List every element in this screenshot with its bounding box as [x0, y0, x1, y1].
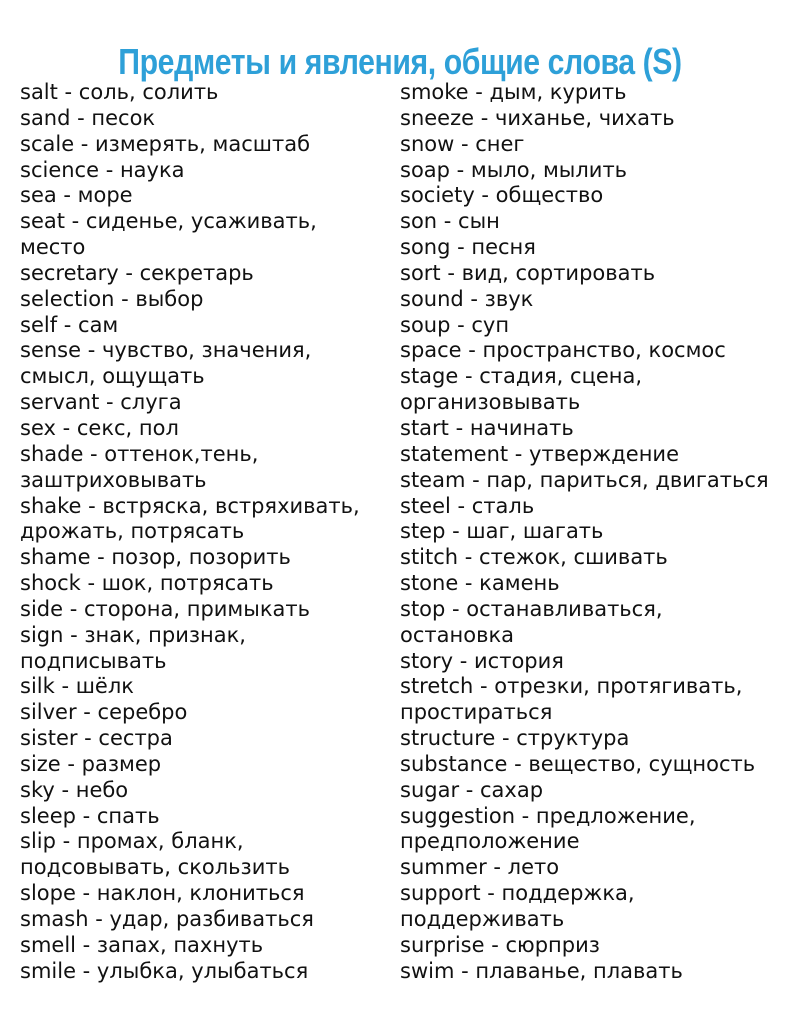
- left-word-column: [20, 80, 390, 985]
- vocabulary-line: son - сын: [400, 209, 500, 234]
- vocabulary-line: sand - песок: [20, 105, 156, 130]
- vocabulary-line: дрожать, потрясать: [20, 519, 245, 544]
- vocabulary-line: soup - суп: [400, 312, 510, 337]
- vocabulary-line: self - сам: [20, 312, 119, 337]
- vocabulary-line: soap - мыло, мылить: [400, 157, 628, 182]
- vocabulary-line: smoke - дым, курить: [400, 80, 627, 104]
- vocabulary-line: structure - структура: [400, 726, 630, 751]
- vocabulary-line: silk - шёлк: [20, 674, 134, 699]
- vocabulary-line: servant - слуга: [20, 390, 182, 415]
- vocabulary-line: смысл, ощущать: [20, 364, 205, 389]
- vocabulary-line: summer - лето: [400, 855, 560, 880]
- vocabulary-line: smell - запах, пахнуть: [20, 932, 264, 957]
- vocabulary-line: seat - сиденье, усаживать,: [20, 209, 317, 234]
- vocabulary-line: substance - вещество, сущность: [400, 751, 756, 776]
- vocabulary-line: stop - останавливаться,: [400, 596, 663, 621]
- vocabulary-line: suggestion - предложение,: [400, 803, 696, 828]
- vocabulary-line: silver - серебро: [20, 700, 188, 725]
- vocabulary-line: surprise - сюрприз: [400, 932, 600, 957]
- vocabulary-line: shake - встряска, встряхивать,: [20, 493, 360, 518]
- vocabulary-line: steam - пар, париться, двигаться: [400, 467, 769, 492]
- vocabulary-line: sex - секс, пол: [20, 415, 179, 440]
- vocabulary-line: stretch - отрезки, протягивать,: [400, 674, 743, 699]
- vocabulary-line: steel - сталь: [400, 493, 535, 518]
- vocabulary-line: sister - сестра: [20, 726, 173, 751]
- vocabulary-line: подсовывать, скользить: [20, 855, 290, 880]
- vocabulary-line: подписывать: [20, 648, 167, 673]
- vocabulary-line: shade - оттенок,тень,: [20, 441, 259, 466]
- vocabulary-line: swim - плаванье, плавать: [400, 958, 683, 983]
- vocabulary-line: остановка: [400, 622, 515, 647]
- vocabulary-line: поддерживать: [400, 907, 565, 931]
- vocabulary-line: story - история: [400, 648, 564, 673]
- right-word-column: [400, 80, 795, 985]
- vocabulary-line: sleep - спать: [20, 803, 160, 828]
- vocabulary-line: selection - выбор: [20, 286, 204, 311]
- vocabulary-line: sign - знак, признак,: [20, 622, 246, 647]
- vocabulary-line: организовывать: [400, 390, 581, 415]
- vocabulary-line: sugar - сахар: [400, 777, 544, 802]
- vocabulary-line: scale - измерять, масштаб: [20, 131, 311, 156]
- vocabulary-line: shame - позор, позорить: [20, 545, 291, 570]
- vocabulary-line: start - начинать: [400, 415, 574, 440]
- vocabulary-line: простираться: [400, 700, 553, 725]
- vocabulary-line: song - песня: [400, 235, 536, 260]
- vocabulary-line: sea - море: [20, 183, 133, 208]
- vocabulary-line: science - наука: [20, 157, 185, 182]
- vocabulary-line: step - шаг, шагать: [400, 519, 604, 544]
- vocabulary-line: support - поддержка,: [400, 881, 635, 906]
- vocabulary-line: snow - снег: [400, 131, 525, 156]
- vocabulary-line: stone - камень: [400, 571, 560, 596]
- vocabulary-line: sneeze - чиханье, чихать: [400, 105, 675, 130]
- vocabulary-line: место: [20, 235, 86, 260]
- vocabulary-line: заштриховывать: [20, 467, 207, 492]
- vocabulary-line: slip - промах, бланк,: [20, 829, 244, 854]
- vocabulary-line: salt - соль, солить: [20, 80, 219, 104]
- vocabulary-line: sound - звук: [400, 286, 534, 311]
- vocabulary-line: size - размер: [20, 751, 162, 776]
- vocabulary-line: smile - улыбка, улыбаться: [20, 958, 309, 983]
- vocabulary-line: space - пространство, космос: [400, 338, 726, 363]
- vocabulary-line: smash - удар, разбиваться: [20, 907, 314, 931]
- page-title: Предметы и явления, общие слова (S): [118, 41, 682, 83]
- vocabulary-line: secretary - секретарь: [20, 260, 254, 285]
- vocabulary-line: society - общество: [400, 183, 604, 208]
- vocabulary-line: shock - шок, потрясать: [20, 571, 274, 596]
- vocabulary-line: stitch - стежок, сшивать: [400, 545, 668, 570]
- vocabulary-line: side - сторона, примыкать: [20, 596, 311, 621]
- vocabulary-line: statement - утверждение: [400, 441, 679, 466]
- vocabulary-line: sort - вид, сортировать: [400, 260, 656, 285]
- vocabulary-line: предположение: [400, 829, 580, 854]
- vocabulary-line: sense - чувство, значения,: [20, 338, 312, 363]
- vocabulary-line: stage - стадия, сцена,: [400, 364, 643, 389]
- vocabulary-line: slope - наклон, клониться: [20, 881, 305, 906]
- vocabulary-line: sky - небо: [20, 777, 129, 802]
